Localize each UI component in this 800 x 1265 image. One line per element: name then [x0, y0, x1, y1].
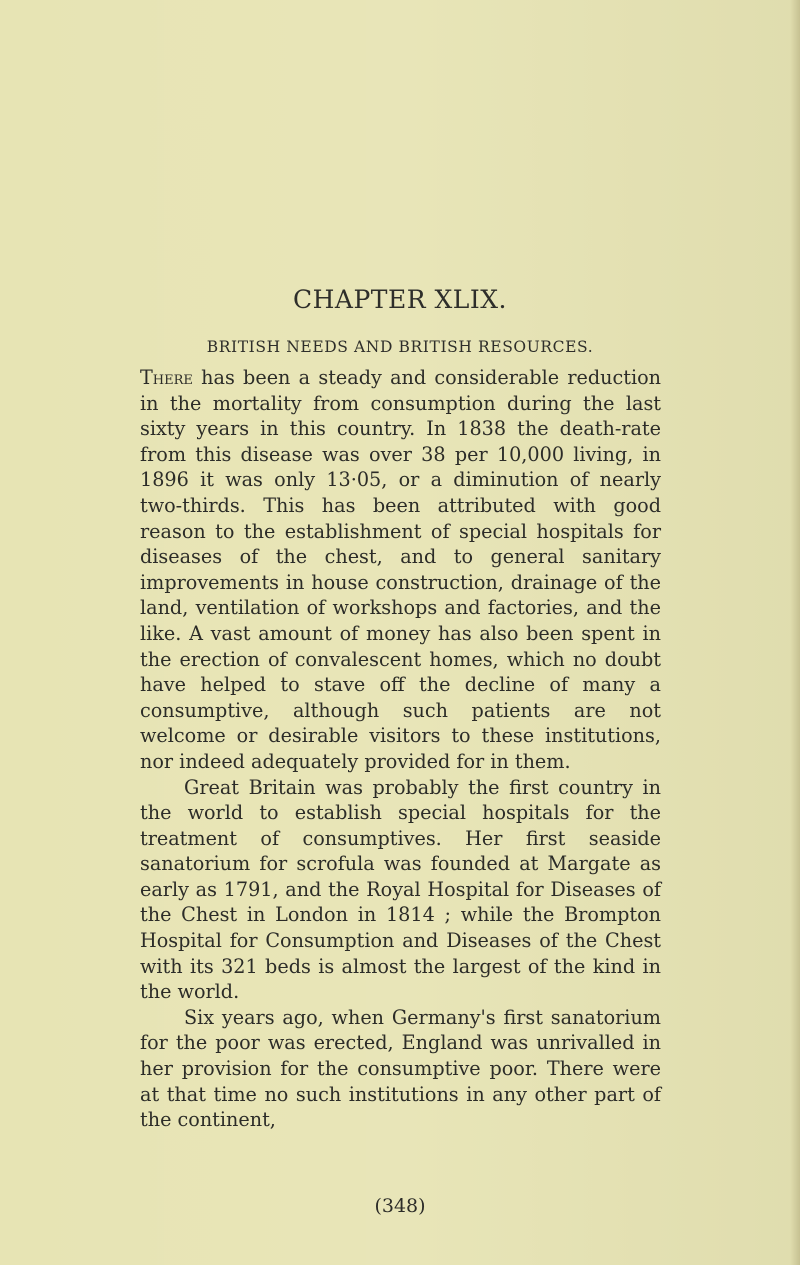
- page-number: (348): [374, 1195, 426, 1217]
- paragraph-1-lead: There: [140, 366, 193, 389]
- chapter-subtitle: BRITISH NEEDS AND BRITISH RESOURCES.: [206, 338, 594, 356]
- paragraph-1-text: has been a steady and considerable reduction in the mortality from consumption during the last sixty years in this country. In 1838 the death-rate from this disease was over 38 per 10,000 living, in 1896 it was only 13·05, or a diminution of nearly two-thirds. This has been attributed with good reason to the establishment of special hospitals for diseases of the chest, and to general sanitary improvements in house construction, drainage of the land, ventilation of workshops and factories, and the like. A vast amount of money has also been spent in the erection of convalescent homes, which no doubt have helped to stave off the decline of many a consumptive, although such patients are not welcome or desirable visitors to these institutions, nor indeed adequately provided for in them.: [140, 366, 661, 773]
- body-text: [140, 365, 661, 1133]
- paragraph-3: Six years ago, when Germany's first sanatorium for the poor was erected, England was unrivalled in her provision for the consumptive poor. There were at that time no such institutions in any other part of the continent,: [140, 1005, 661, 1132]
- chapter-title: CHAPTER XLIX.: [292, 285, 508, 314]
- page-edge-shadow: [790, 0, 800, 1265]
- paragraph-1: [140, 365, 661, 775]
- paragraph-2: Great Britain was probably the first country in the world to establish special hospitals for the treatment of consumptives. Her first seaside sanatorium for scrofula was founded at Margate as early as 1791, and the Royal Hospital for Diseases of the Chest in London in 1814 ; while the Brompton Hospital for Consumption and Diseases of the Chest with its 321 beds is almost the largest of the kind in the world.: [140, 775, 661, 1004]
